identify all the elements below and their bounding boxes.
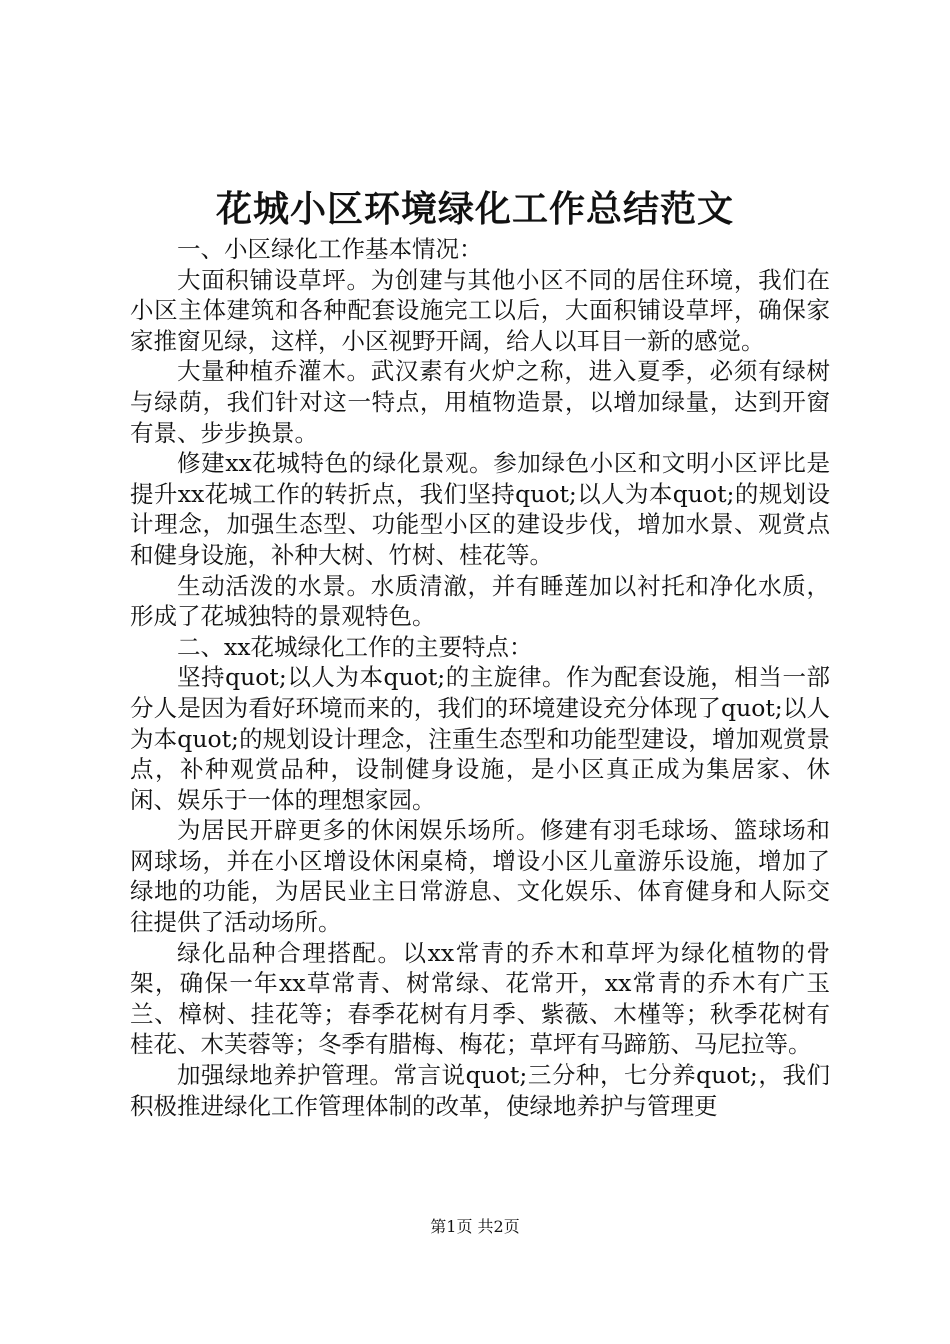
paragraph-plant-varieties: 绿化品种合理搭配。以xx常青的乔木和草坪为绿化植物的骨架，确保一年xx草常青、树常绿、花常开，xx常青的乔木有广玉兰、樟树、挂花等；春季花树有月季、紫薇、木槿等；秋季花树有桂花、木芙蓉等；冬季有腊梅、梅花；草坪有马蹄筋、马尼拉等。	[130, 938, 830, 1059]
section-heading-2: 二、xx花城绿化工作的主要特点：	[177, 632, 533, 661]
document-title: 花城小区环境绿化工作总结范文	[215, 188, 734, 230]
paragraph-people-first: 坚持quot;以人为本quot;的主旋律。作为配套设施，相当一部分人是因为看好环境而来的，我们的环境建设充分体现了quot;以人为本quot;的规划设计理念，注重生态型和功能型建设，增加观赏景点，补种观赏品种，设制健身设施，是小区真正成为集居家、休闲、娱乐于一体的理想家园。	[130, 663, 830, 814]
paragraph-waterscape: 生动活泼的水景。水质清澈，并有睡莲加以衬托和净化水质，形成了花城独特的景观特色。	[130, 571, 830, 631]
document-body	[130, 234, 830, 1121]
paragraph-landscape: 修建xx花城特色的绿化景观。参加绿色小区和文明小区评比是提升xx花城工作的转折点，我们坚持quot;以人为本quot;的规划设计理念，加强生态型、功能型小区的建设步伐，增加水景、观赏点和健身设施，补种大树、竹树、桂花等。	[130, 449, 830, 569]
paragraph-trees: 大量种植乔灌木。武汉素有火炉之称，进入夏季，必须有绿树与绿荫，我们针对这一特点，用植物造景，以增加绿量，达到开窗有景、步步换景。	[130, 357, 830, 447]
page-footer: 第1页 共2页	[430, 1217, 520, 1236]
paragraph-lawn: 大面积铺设草坪。为创建与其他小区不同的居住环境，我们在小区主体建筑和各种配套设施完工以后，大面积铺设草坪，确保家家推窗见绿，这样，小区视野开阔，给人以耳目一新的感觉。	[130, 265, 830, 355]
paragraph-maintenance: 加强绿地养护管理。常言说quot;三分种，七分养quot;，我们积极推进绿化工作管理体制的改革，使绿地养护与管理更	[130, 1061, 830, 1120]
section-heading-1: 一、小区绿化工作基本情况：	[177, 235, 483, 263]
paragraph-leisure: 为居民开辟更多的休闲娱乐场所。修建有羽毛球场、篮球场和网球场，并在小区增设休闲桌椅，增设小区儿童游乐设施，增加了绿地的功能，为居民业主日常游息、文化娱乐、体育健身和人际交往提供了活动场所。	[130, 816, 830, 937]
